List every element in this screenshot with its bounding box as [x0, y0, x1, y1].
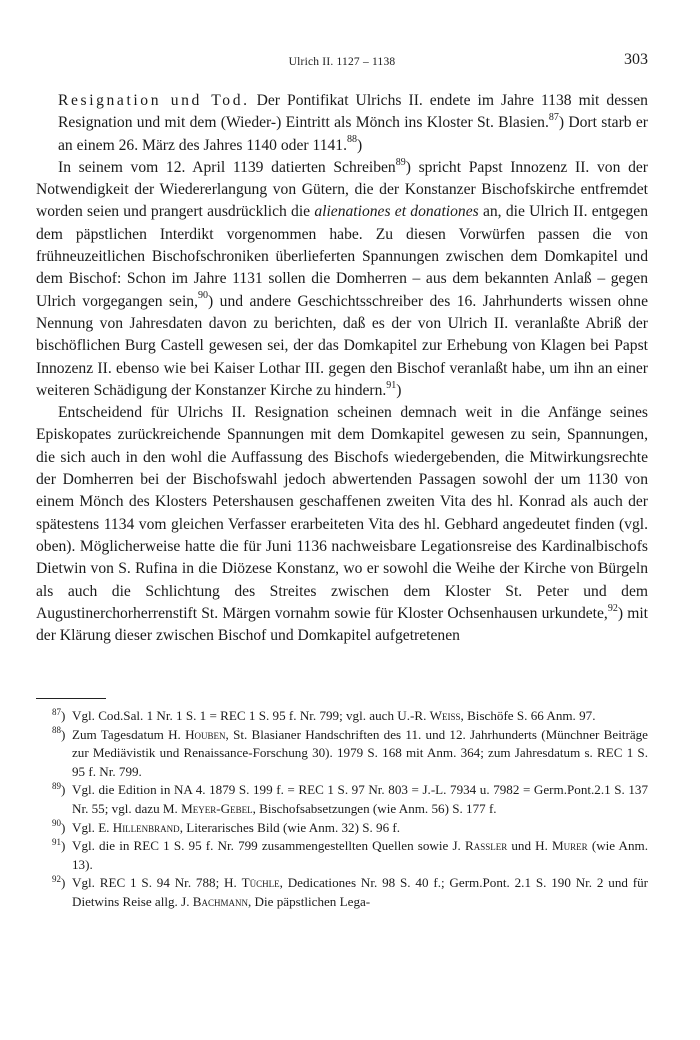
- footnote-number: 87: [52, 706, 61, 717]
- running-header: [36, 50, 648, 74]
- page-number: 303: [624, 51, 648, 68]
- paragraph-text: ) Dort starb er an einem 26. März des Jahres 1140 oder 1141.: [58, 114, 648, 154]
- running-title: Ulrich II. 1127 – 1138: [288, 56, 396, 68]
- footnote-text: , Die päpstlichen Lega-: [248, 893, 371, 909]
- footnote-ref-90[interactable]: 90: [198, 290, 209, 302]
- footnote-ref-89[interactable]: 89: [395, 156, 406, 168]
- footnote-ref-91[interactable]: 91: [386, 379, 397, 391]
- paragraph-entscheidend: [36, 402, 648, 647]
- paragraph-resignation: [36, 90, 648, 157]
- footnote-91: $^{91}$) Vgl. die in REC 1 S. 95 f. Nr. 799 zusammengestellten Quellen sowie J. Rassler und H. Murer (wie Anm. 13).: [52, 836, 648, 872]
- footnote-92: $^{92}$) Vgl. REC 1 S. 94 Nr. 788; H. Tüchle, Dedicationes Nr. 98 S. 40 f.; Germ.Pont. 2.1 S. 190 Nr. 2 und für Dietwins Reise allg. J. Bachmann, Die päpstlichen Lega-: [52, 873, 649, 909]
- footnote-text: Zum Tagesdatum H.: [72, 726, 186, 742]
- author-name: Bachmann: [192, 893, 248, 909]
- paragraph-text: an, die Ulrich II. entgegen dem päpstlichen Interdikt vorgenommen habe. Zu diesen Vorwürfen passen die von frühneuzeitlichen Bischofschroniken überlieferten Spannungen zwischen dem Domkapitel und dem Bischof: Schon im Jahre 1131 sollen die Domherren – aus dem bekannten Anlaß – gegen Ulrich vorgegangen sein,: [36, 203, 648, 310]
- author-name: Rassler: [464, 838, 508, 854]
- footnote-number: 92: [52, 873, 61, 884]
- paragraph-text: ) spricht Papst Innozenz II. von der Notwendigkeit der Wiedererlangung von Gütern, die der Konstanzer Bischofskirche entfremdet worden seien und prangert ausdrücklich die: [36, 158, 648, 221]
- footnote-number: 90: [52, 818, 61, 829]
- footnote-87: $^{87}$) Vgl. Cod.Sal. 1 Nr. 1 S. 1 = REC 1 S. 95 f. Nr. 799; vgl. auch U.-R. Weiss, Bischöfe S. 66 Anm. 97.: [52, 706, 596, 723]
- footnote-text: (wie Anm. 13).: [72, 838, 648, 872]
- footnote-text: , Bischöfe S. 66 Anm. 97.: [460, 708, 596, 723]
- footnote-text: und H.: [507, 838, 553, 854]
- footnote-number: 88: [52, 725, 61, 736]
- footnote-text: Vgl. die in REC 1 S. 95 f. Nr. 799 zusammengestellten Quellen sowie J.: [72, 838, 465, 854]
- author-name: Weiss: [429, 708, 461, 723]
- paragraph-text: Entscheidend für Ulrichs II. Resignation scheinen demnach weit in die Anfänge seines Episkopates zurückreichende Spannungen mit dem Domkapitel gewesen zu sein, Spannungen, die sich auch in den wohl die Auffassung des Bischofs wiedergebenden, die Mitwirkungsrechte der Domherren bei der Bischofswahl jedoch abwertenden Passagen sowohl der um 1130 von einem Mönch des Klosters Petershausen geschaffenen zweiten Vita des hl. Konrad als auch der spätestens 1134 vom gleichen Verfasser erarbeiteten Vita des hl. Gebhard angedeutet finden (vgl. oben). Möglicherweise hatte die für Juni 1136 nachweisbare Legationsreise des Kardinalbischofs Dietwin von S. Rufina in die Diözese Konstanz, wo er sowohl die Weihe der Kirche von Bürgeln als auch die Schlichtung des Streites zwischen dem Kloster St. Peter und dem Augustinerchorherrenstift St. Märgen vornahm sowie für Kloster Ochsenhausen urkundete,: [36, 404, 648, 622]
- author-name: Hillenbrand: [112, 819, 180, 835]
- footnote-divider: [36, 698, 106, 699]
- footnote-number: 89: [52, 781, 61, 792]
- footnote-text: , Literarisches Bild (wie Anm. 32) S. 96 f.: [179, 819, 401, 835]
- paragraph-schreiben: [36, 157, 648, 402]
- footnote-text: , Dedicationes Nr. 98 S. 40 f.; Germ.Pont. 2.1 S. 190 Nr. 2 und für Dietwins Reise allg. J.: [72, 875, 649, 909]
- footnote-89: $^{89}$) Vgl. die Edition in NA 4. 1879 S. 199 f. = REC 1 S. 97 Nr. 803 = J.-L. 7934 u. 7982 = Germ.Pont.2.1 S. 137 Nr. 55; vgl. dazu M. Meyer-Gebel, Bischofsabsetzungen (wie Anm. 56) S. 177 f.: [52, 781, 648, 816]
- main-text: [36, 90, 648, 647]
- paragraph-text: ): [396, 381, 402, 399]
- footnote-ref-87[interactable]: 87: [548, 112, 559, 124]
- footnote-text: , Bischofsabsetzungen (wie Anm. 56) S. 177 f.: [252, 800, 497, 816]
- author-name: Houben: [185, 726, 226, 742]
- paragraph-text: ) und andere Geschichtsschreiber des 16. Jahrhunderts wissen ohne Nennung von Jahresdaten davon zu berichten, daß es der von Ulrich II. veranlaßte Abriß der bischöflichen Burg Castell gewesen sei, der das Domkapitel zur Erhebung von Klagen bei Papst Innozenz II. ebenso wie bei Kaiser Lothar III. gegen den Bischof veranlaßt habe, um ihn an einer weiteren Schädigung der Konstanzer Kirche zu hindern.: [36, 292, 649, 399]
- footnote-text: Vgl. die Edition in NA 4. 1879 S. 199 f. = REC 1 S. 97 Nr. 803 = J.-L. 7934 u. 7982 = Germ.Pont.2.1 S. 137 Nr. 55; vgl. dazu M.: [72, 782, 648, 816]
- footnote-number: 91: [52, 836, 61, 847]
- footnote-text: Vgl. E.: [72, 819, 113, 835]
- author-name: Murer: [552, 838, 588, 854]
- paragraph-text: ): [356, 136, 363, 154]
- paragraph-text: Der Pontifikat Ulrichs II. endete im Jahre 1138 mit dessen Resignation und mit dem (Wieder-) Eintritt als Mönch ins Kloster St. Blasien.: [58, 92, 648, 132]
- paragraph-text: In seinem vom 12. April 1139 datierten Schreiben: [58, 158, 396, 176]
- author-name: Meyer-Gebel: [181, 800, 253, 816]
- footnote-text: Vgl. Cod.Sal. 1 Nr. 1 S. 1 = REC 1 S. 95 f. Nr. 799; vgl. auch U.-R.: [72, 708, 430, 723]
- author-name: Tüchle: [241, 875, 280, 891]
- footnotes: [36, 707, 648, 912]
- latin-phrase: alienationes et donationes: [314, 203, 479, 221]
- paragraph-text: ) mit der Klärung dieser zwischen Bischof und Domkapitel aufgetretenen: [36, 604, 648, 645]
- footnote-text: , St. Blasianer Handschriften des 11. und 12. Jahrhunderts (Münchner Beiträge zur Mediävistik und Renaissance-Forschung 30). 1979 S. 168 mit Anm. 364; zum Jahresdatum s. REC 1 S. 95 f. Nr. 799.: [72, 726, 648, 779]
- section-lead: Resignation und Tod.: [58, 92, 250, 109]
- footnote-ref-88[interactable]: 88: [346, 134, 357, 146]
- footnote-text: Vgl. REC 1 S. 94 Nr. 788; H.: [72, 875, 242, 891]
- footnote-88: $^{88}$) Zum Tagesdatum H. Houben, St. Blasianer Handschriften des 11. und 12. Jahrhunderts (Münchner Beiträge zur Mediävistik und Renaissance-Forschung 30). 1979 S. 168 mit Anm. 364; zum Jahresdatum s. REC 1 S. 95 f. Nr. 799.: [52, 725, 648, 779]
- footnote-ref-92[interactable]: 92: [607, 602, 618, 614]
- footnote-90: $^{90}$) Vgl. E. Hillenbrand, Literarisches Bild (wie Anm. 32) S. 96 f.: [52, 818, 401, 835]
